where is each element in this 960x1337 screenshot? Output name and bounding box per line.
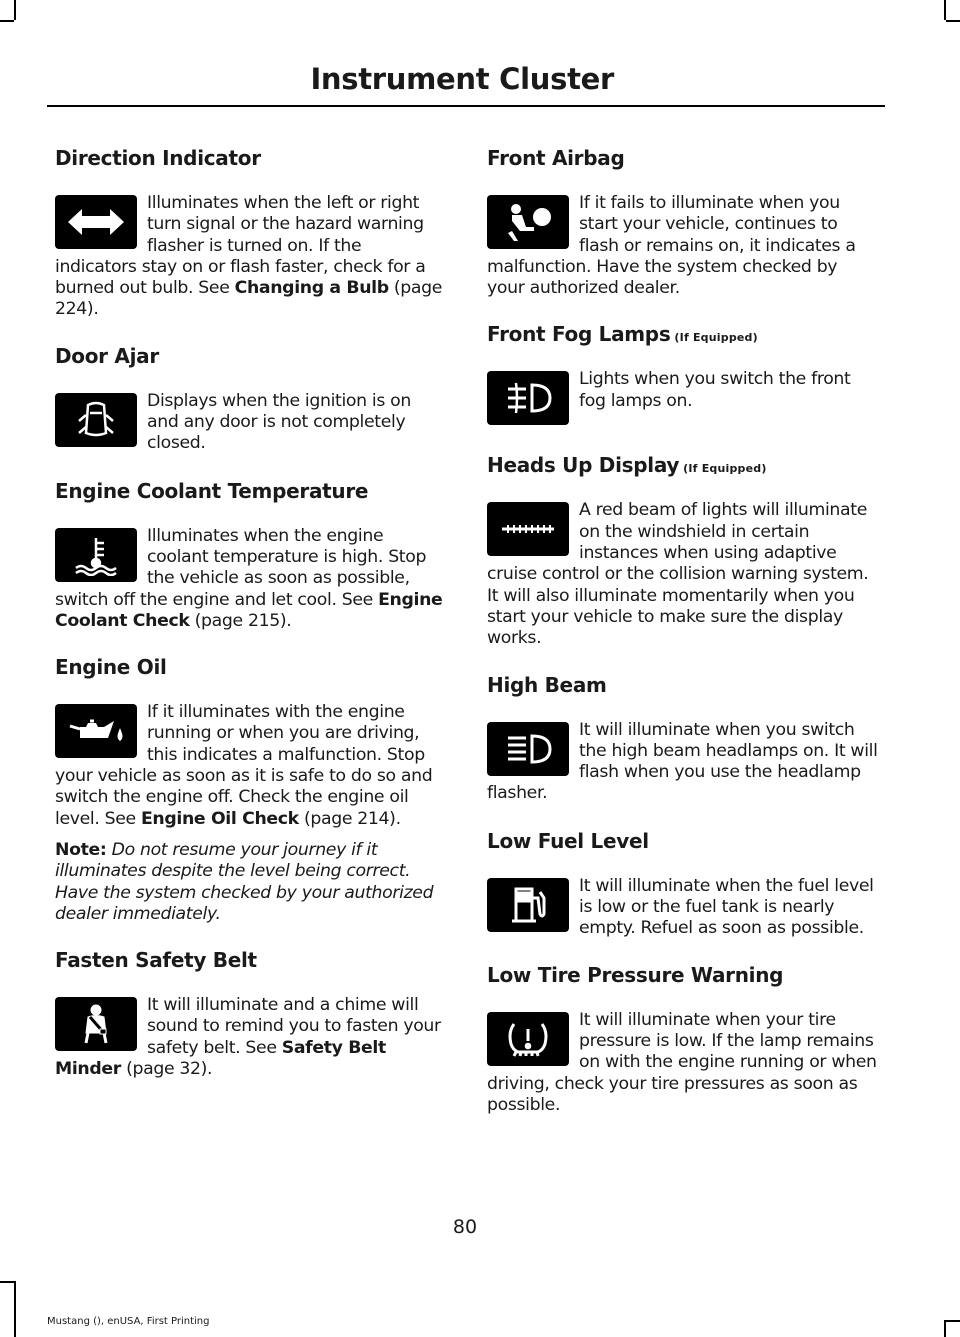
section-body bbox=[487, 369, 879, 412]
page-title: Instrument Cluster bbox=[310, 62, 614, 96]
section-engine-coolant-temperature bbox=[55, 469, 447, 645]
if-equipped-label: (If Equipped) bbox=[674, 331, 758, 345]
section-body bbox=[55, 526, 447, 632]
body-text: Displays when the ignition is on and any door is not completely closed. bbox=[147, 390, 411, 454]
header-divider bbox=[47, 105, 885, 107]
coolant-temperature-icon bbox=[55, 528, 137, 582]
oil-can-icon bbox=[55, 704, 137, 758]
section-heading: Fasten Safety Belt bbox=[55, 948, 257, 973]
crop-mark bbox=[0, 20, 14, 22]
body-text: Lights when you switch the front fog lamps on. bbox=[579, 369, 851, 411]
heading-text: Heads Up Display bbox=[487, 453, 680, 478]
high-beam-icon bbox=[487, 722, 569, 776]
section-body bbox=[55, 391, 447, 455]
section-heading: High Beam bbox=[487, 672, 607, 697]
page-reference: (page 224). bbox=[55, 278, 443, 320]
section-heading: Engine Coolant Temperature bbox=[55, 478, 369, 503]
tire-pressure-icon bbox=[487, 1012, 569, 1066]
body-text: If it illuminates with the engine running or when you are driving, this indicates a malfunction. Stop your vehicle as soon as it is safe to do so and switch the engine off. Check the engine oil level. See bbox=[55, 702, 433, 829]
section-direction-indicator bbox=[55, 136, 447, 334]
crop-mark bbox=[14, 1281, 16, 1337]
section-heading: Front Airbag bbox=[487, 146, 625, 170]
right-column bbox=[487, 136, 879, 1116]
section-body bbox=[55, 995, 447, 1080]
door-ajar-icon bbox=[55, 393, 137, 447]
crop-mark bbox=[944, 0, 946, 20]
body-text: It will illuminate when you switch the high beam headlamps on. It will flash when you use the headlamp flasher. bbox=[487, 719, 878, 804]
note-text: Do not resume your journey if it illuminates despite the level being correct. Have the system checked by your authorized dealer immediately. bbox=[55, 839, 434, 924]
section-heading: Door Ajar bbox=[55, 343, 159, 368]
section-body bbox=[487, 876, 879, 940]
body-text: Illuminates when the engine coolant temperature is high. Stop the vehicle as soon as possible, switch off the engine and let cool. See bbox=[55, 525, 427, 610]
crop-mark bbox=[0, 1281, 14, 1283]
body-text: It will illuminate and a chime will sound to remind you to fasten your safety belt. See bbox=[147, 995, 441, 1058]
section-body bbox=[55, 193, 447, 321]
page-number: 80 bbox=[452, 1216, 478, 1238]
section-fasten-safety-belt bbox=[55, 938, 447, 1080]
cross-reference-link[interactable]: Engine Coolant Check bbox=[55, 589, 443, 631]
if-equipped-label: (If Equipped) bbox=[683, 462, 767, 476]
note bbox=[55, 840, 447, 925]
section-front-fog-lamps bbox=[487, 312, 879, 443]
heading-text: Front Fog Lamps bbox=[487, 322, 671, 347]
body-text: Illuminates when the left or right turn signal or the hazard warning flasher is turned on. If the indicators stay on or flash faster, check for a burned out bulb. See bbox=[55, 193, 426, 299]
section-body bbox=[55, 702, 447, 830]
body-text: It will illuminate when the fuel level is low or the fuel tank is nearly empty. Refuel as soon as possible. bbox=[579, 875, 874, 939]
section-heading: Engine Oil bbox=[55, 655, 167, 680]
page-reference: (page 214). bbox=[298, 808, 401, 829]
section-high-beam bbox=[487, 663, 879, 819]
section-heads-up-display bbox=[487, 443, 879, 662]
body-text: If it fails to illuminate when you start your vehicle, continues to flash or remains on, it indicates a malfunction. Have the system checked by your authorized dealer. bbox=[487, 193, 856, 299]
section-low-tire-pressure-warning bbox=[487, 953, 879, 1116]
direction-arrows-icon bbox=[55, 195, 137, 249]
cross-reference-link[interactable]: Engine Oil Check bbox=[140, 808, 299, 829]
section-engine-oil bbox=[55, 645, 447, 938]
cross-reference-link[interactable]: Changing a Bulb bbox=[234, 278, 389, 299]
page-reference: (page 32). bbox=[120, 1059, 213, 1080]
section-heading: Low Tire Pressure Warning bbox=[487, 962, 784, 987]
section-heading bbox=[487, 443, 879, 487]
section-body bbox=[487, 720, 879, 805]
cross-reference-link[interactable]: Safety Belt Minder bbox=[55, 1037, 386, 1080]
airbag-icon bbox=[487, 195, 569, 249]
section-low-fuel-level bbox=[487, 819, 879, 953]
crop-mark bbox=[944, 1320, 946, 1337]
page-reference: (page 215). bbox=[189, 610, 292, 631]
seatbelt-icon bbox=[55, 997, 137, 1051]
body-text: A red beam of lights will illuminate on the windshield in certain instances when using adaptive cruise control or the collision warning system. It will also illuminate momentarily when you start your vehicle to make sure the display works. bbox=[487, 500, 869, 649]
section-body bbox=[487, 500, 879, 649]
note-label: Note: bbox=[55, 839, 107, 860]
left-column bbox=[55, 136, 447, 1080]
section-heading bbox=[487, 312, 879, 356]
crop-mark bbox=[946, 20, 960, 22]
section-body bbox=[487, 193, 879, 299]
section-heading: Direction Indicator bbox=[55, 146, 261, 170]
fog-lamp-icon bbox=[487, 371, 569, 425]
section-body bbox=[487, 1010, 879, 1116]
crop-mark bbox=[14, 0, 16, 20]
fuel-pump-icon bbox=[487, 878, 569, 932]
publication-info: Mustang (), enUSA, First Printing bbox=[47, 1316, 210, 1327]
heads-up-display-icon bbox=[487, 502, 569, 556]
section-door-ajar bbox=[55, 334, 447, 469]
section-heading: Low Fuel Level bbox=[487, 828, 649, 853]
body-text: It will illuminate when your tire pressure is low. If the lamp remains on with the engine running or when driving, check your tire pressures as soon as possible. bbox=[487, 1009, 877, 1115]
section-front-airbag bbox=[487, 136, 879, 312]
crop-mark bbox=[946, 1320, 960, 1322]
